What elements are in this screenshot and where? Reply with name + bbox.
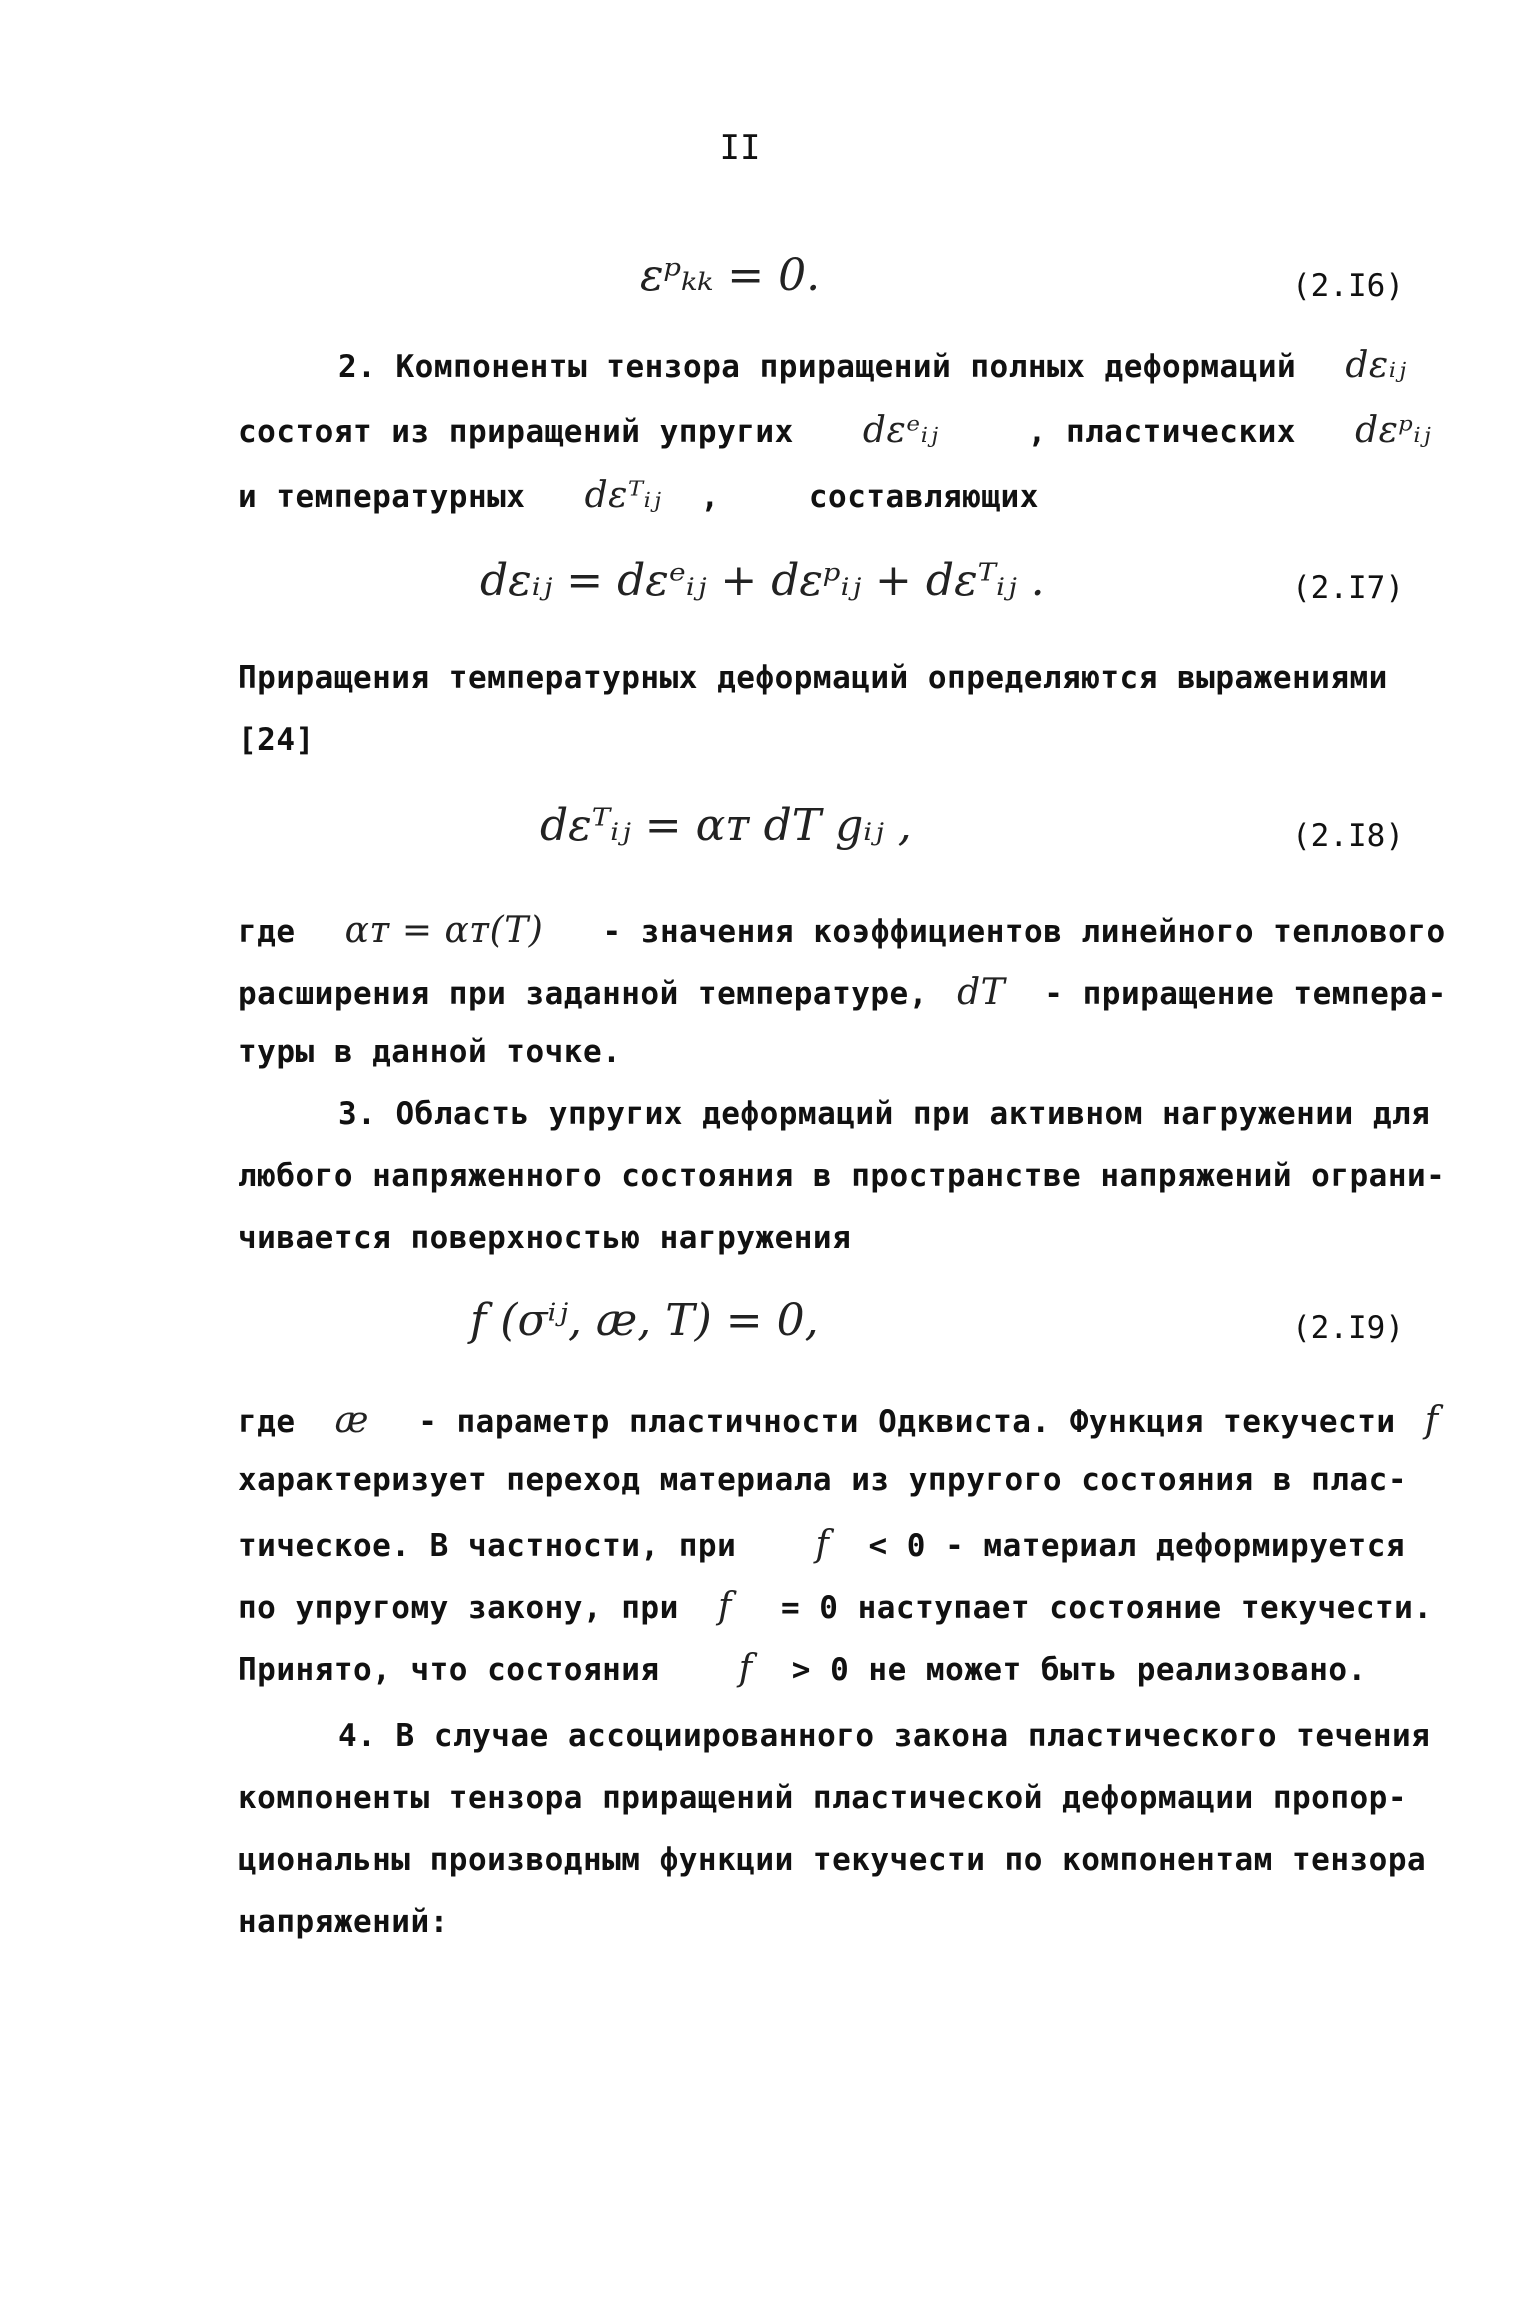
paragraph-2-line-2 (238, 410, 1438, 451)
text: тическое. В частности, при (238, 1528, 737, 1564)
symbol: dεᵢⱼ (1345, 345, 1407, 386)
paragraph-where-2-line-1 (238, 1400, 1438, 1441)
symbol: dT (957, 972, 1006, 1013)
text: расширения при заданной температуре, (238, 976, 928, 1012)
paragraph-3-line-2: любого напряженного состояния в пространстве напряжений ограни- (238, 1158, 1446, 1194)
paragraph-where-2-line-4 (238, 1586, 1438, 1627)
paragraph-3-line-1: 3. Область упругих деформаций при активном нагружении для (338, 1096, 1431, 1132)
equation-2-19-formula: f (σⁱʲ, æ, T) = 0, (470, 1295, 819, 1346)
paragraph-3-line-3: чивается поверхностью нагружения (238, 1220, 852, 1256)
equation-2-16-formula: εᵖₖₖ = 0. (640, 250, 821, 301)
symbol: αᴛ = αᴛ(T) (344, 910, 544, 951)
paragraph-where-1-line-2 (238, 972, 1447, 1013)
equation-2-18-formula: dεᵀᵢⱼ = αᴛ dT gᵢⱼ , (540, 800, 912, 851)
symbol: dεᵖᵢⱼ (1355, 410, 1432, 451)
text: где (238, 1404, 296, 1440)
paragraph-4-line-3: циональны производным функции текучести по компонентам тензора (238, 1842, 1427, 1878)
text: = 0 наступает состояние текучести. (780, 1590, 1433, 1626)
text: - значения коэффициентов линейного теплового (602, 914, 1446, 950)
paragraph-4-line-2: компоненты тензора приращений пластической деформации пропор- (238, 1780, 1407, 1816)
text: < 0 - материал деформируется (868, 1528, 1406, 1564)
symbol: dεᵀᵢⱼ (584, 475, 662, 516)
paragraph-4-line-1: 4. В случае ассоциированного закона пластического течения (338, 1718, 1431, 1754)
paragraph-2-line-1 (338, 345, 1520, 386)
text: и температурных (238, 479, 526, 515)
symbol: f (738, 1648, 753, 1689)
symbol: f (1424, 1400, 1439, 1441)
paragraph-2-line-3 (238, 475, 1438, 516)
equation-2-17-formula: dεᵢⱼ = dεᵉᵢⱼ + dεᵖᵢⱼ + dεᵀᵢⱼ . (480, 555, 1045, 606)
paragraph-where-2-line-2: характеризует переход материала из упругого состояния в плас- (238, 1462, 1407, 1498)
text: , (700, 479, 720, 515)
text: состоят из приращений упругих (238, 414, 794, 450)
page-number: II (719, 128, 761, 168)
paragraph-temperature-line-1: Приращения температурных деформаций определяются выражениями (238, 660, 1388, 696)
paragraph-where-1-line-1 (238, 910, 1446, 951)
text: составляющих (808, 479, 1039, 515)
text: - приращение темпера- (1044, 976, 1447, 1012)
paragraph-4-line-4: напряжений: (238, 1904, 449, 1940)
paragraph-where-2-line-5 (238, 1648, 1438, 1689)
equation-2-18-number: (2.I8) (1292, 818, 1404, 854)
text: 2. Компоненты тензора приращений полных деформаций (338, 349, 1297, 385)
text: по упругому закону, при (238, 1590, 679, 1626)
equation-2-16-number: (2.I6) (1292, 268, 1404, 304)
paragraph-where-1-line-3: туры в данной точке. (238, 1034, 622, 1070)
text: Принято, что состояния (238, 1652, 660, 1688)
symbol: f (717, 1586, 732, 1627)
paragraph-temperature-line-2: [24] (238, 722, 315, 758)
text: > 0 не может быть реализовано. (791, 1652, 1367, 1688)
symbol: dεᵉᵢⱼ (862, 410, 939, 451)
text: - параметр пластичности Одквиста. Функция текучести (418, 1404, 1396, 1440)
text: , пластических (1027, 414, 1296, 450)
equation-2-17-number: (2.I7) (1292, 570, 1404, 606)
paragraph-where-2-line-3 (238, 1524, 1438, 1565)
text: где (238, 914, 296, 950)
equation-2-19-number: (2.I9) (1292, 1310, 1404, 1346)
symbol: f (815, 1524, 830, 1565)
symbol: æ (334, 1400, 370, 1441)
